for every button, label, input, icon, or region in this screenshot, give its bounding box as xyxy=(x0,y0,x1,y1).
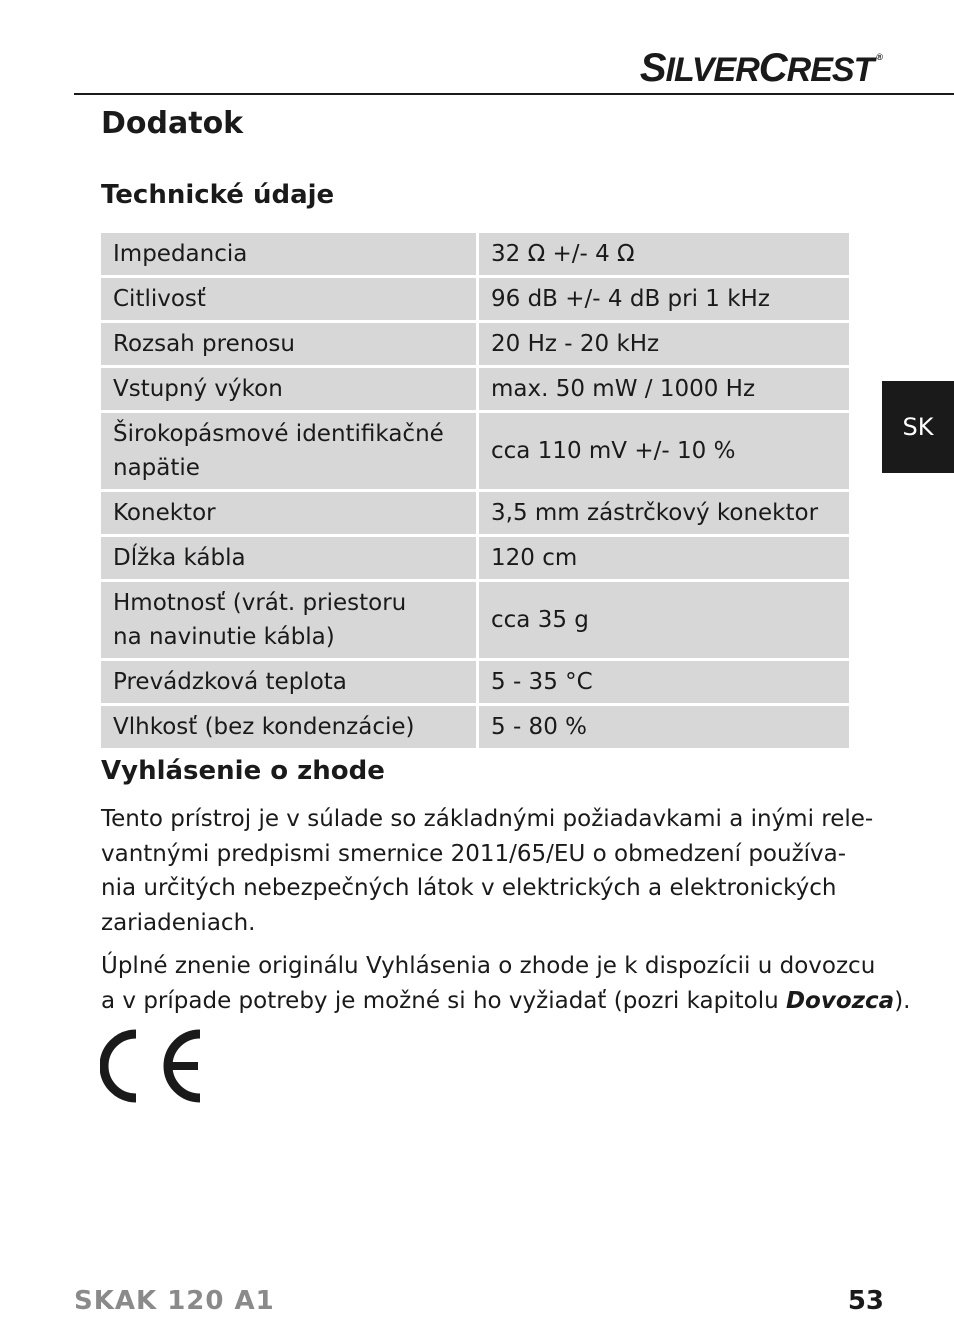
spec-row xyxy=(101,368,849,410)
spec-row xyxy=(101,233,849,275)
spec-label: Vstupný výkon xyxy=(101,368,476,410)
spec-value: 20 Hz - 20 kHz xyxy=(479,323,849,365)
spec-label: Dĺžka kábla xyxy=(101,537,476,579)
spec-row xyxy=(101,278,849,320)
spec-value: max. 50 mW / 1000 Hz xyxy=(479,368,849,410)
section-heading-technical-data: Technické údaje xyxy=(101,180,335,210)
spec-value: 32 Ω +/- 4 Ω xyxy=(479,233,849,275)
spec-label: Hmotnosť (vrát. priestoru na navinutie kábla) xyxy=(101,582,476,658)
chapter-reference: Dovozca xyxy=(785,987,895,1014)
declaration-paragraph: Tento prístroj je v súlade so základnými požiadavkami a inými rele- vantnými predpismi smernice 2011/65/EU o obmedzení používa- nia určitých nebezpečných látok v elektrických a elektronických zariadeniach. xyxy=(101,806,874,936)
spec-row xyxy=(101,537,849,579)
full-text-paragraph: Úplné znenie originálu Vyhlásenia o zhode je k dispozícii u dovozcu a v prípade potreby je možné si ho vyžiadať (pozri kapitolu Dovozca). xyxy=(101,953,911,1014)
spec-label: Konektor xyxy=(101,492,476,534)
page-number: 53 xyxy=(847,1286,884,1316)
footer-model: SKAK 120 A1 xyxy=(74,1286,275,1316)
spec-label: Širokopásmové identifikačné napätie xyxy=(101,413,476,489)
header-rule xyxy=(74,93,954,95)
specs-table xyxy=(98,230,852,751)
spec-row xyxy=(101,582,849,658)
spec-label: Citlivosť xyxy=(101,278,476,320)
brand-logo: SILVERCREST ® xyxy=(639,46,882,90)
spec-value: 5 - 80 % xyxy=(479,706,849,748)
page-title: Dodatok xyxy=(101,106,244,141)
spec-value: 120 cm xyxy=(479,537,849,579)
spec-row xyxy=(101,706,849,748)
ce-mark-icon xyxy=(100,1028,204,1104)
spec-row xyxy=(101,492,849,534)
spec-label: Vlhkosť (bez kondenzácie) xyxy=(101,706,476,748)
spec-value: 5 - 35 °C xyxy=(479,661,849,703)
spec-row xyxy=(101,323,849,365)
spec-value: 3,5 mm zástrčkový konektor xyxy=(479,492,849,534)
spec-row xyxy=(101,413,849,489)
spec-value: cca 110 mV +/- 10 % xyxy=(479,413,849,489)
spec-value: cca 35 g xyxy=(479,582,849,658)
spec-label: Impedancia xyxy=(101,233,476,275)
spec-label: Rozsah prenosu xyxy=(101,323,476,365)
section-heading-declaration: Vyhlásenie o zhode xyxy=(101,756,385,786)
spec-value: 96 dB +/- 4 dB pri 1 kHz xyxy=(479,278,849,320)
spec-label: Prevádzková teplota xyxy=(101,661,476,703)
spec-row xyxy=(101,661,849,703)
language-tab: SK xyxy=(882,381,954,473)
